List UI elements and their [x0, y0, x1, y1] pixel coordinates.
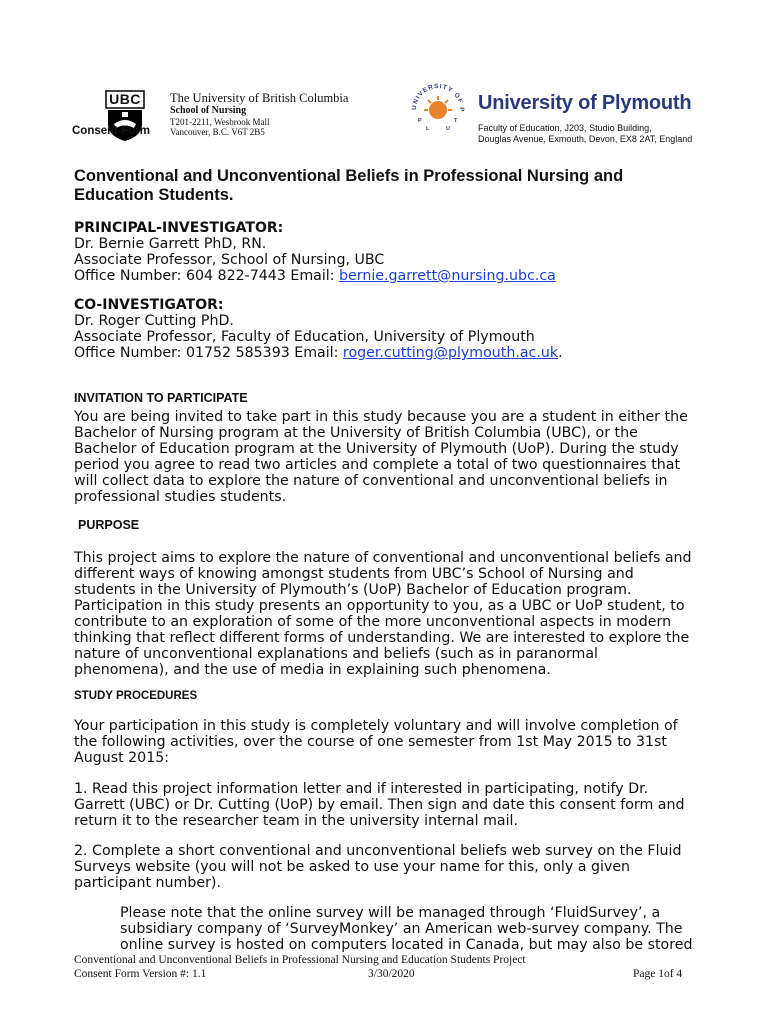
co-role: Associate Professor, Faculty of Education, University of Plymouth: [74, 329, 535, 345]
principal-heading: PRINCIPAL-INVESTIGATOR:: [74, 220, 284, 236]
principal-investigator: [74, 220, 556, 284]
ubc-address-2: Vancouver, B.C. V6T 2B5: [170, 127, 265, 137]
note-line: Please note that the online survey will be managed through ‘FluidSurvey’, a: [120, 905, 661, 921]
co-heading: CO-INVESTIGATOR:: [74, 297, 224, 313]
purpose-line: contribute to an exploration of some of the more unconventional aspects in modern: [74, 614, 672, 630]
ubc-name: The University of British Columbia: [170, 91, 349, 105]
invitation-line: professional studies students.: [74, 489, 287, 505]
ubc-school: School of Nursing: [170, 105, 247, 116]
principal-name: Dr. Bernie Garrett PhD, RN.: [74, 236, 267, 252]
procedures-intro-line: August 2015:: [74, 750, 170, 766]
step-2-line: 2. Complete a short conventional and unconventional beliefs web survey on the Fluid: [74, 843, 682, 859]
invitation-body: [74, 409, 688, 505]
purpose-line: students in the University of Plymouth’s (UoP) Bachelor of Education program.: [74, 582, 632, 598]
invitation-line: Bachelor of Education program at the University of Plymouth (UoP). During the study: [74, 441, 679, 457]
purpose-body: [74, 550, 692, 678]
co-email-link[interactable]: roger.cutting@plymouth.ac.uk: [342, 345, 559, 361]
invitation-line: will collect data to explore the nature of conventional and unconventional beliefs in: [74, 473, 668, 489]
invitation-heading: INVITATION TO PARTICIPATE: [74, 391, 248, 405]
plymouth-address-1: Faculty of Education, J203, Studio Building,: [478, 123, 652, 133]
purpose-line: This project aims to explore the nature of conventional and unconventional beliefs and: [74, 550, 692, 566]
invitation-line: You are being invited to take part in this study because you are a student in either the: [74, 409, 688, 425]
procedures-heading: STUDY PROCEDURES: [74, 690, 198, 702]
purpose-line: different ways of knowing amongst students from UBC’s School of Nursing and: [74, 566, 634, 582]
step-2-line: participant number).: [74, 875, 221, 891]
co-name: Dr. Roger Cutting PhD.: [74, 313, 234, 329]
footer-version: Consent Form Version #: 1.1: [74, 968, 207, 980]
ubc-logo-text: UBC: [109, 91, 141, 107]
document-title: [74, 167, 623, 205]
footer-project-line: Conventional and Unconventional Beliefs in Professional Nursing and Education Students Project: [74, 954, 526, 966]
invitation-line: period you agree to read two articles and complete a total of two questionnaires that: [74, 457, 681, 473]
purpose-line: nature of unconventional explanations and beliefs (such as in paranormal: [74, 646, 599, 662]
plymouth-seal-icon: [406, 76, 470, 140]
co-contact-prefix: Office Number: 01752 585393 Email:: [74, 345, 343, 361]
ubc-address-1: T201-2211, Wesbrook Mall: [170, 117, 270, 127]
svg-text:T: T: [454, 118, 458, 124]
purpose-heading: PURPOSE: [78, 518, 140, 532]
procedures-note: [120, 905, 692, 953]
purpose-line: phenomena), and the use of media in explaining such phenomena.: [74, 662, 551, 678]
procedures-intro: [74, 718, 678, 766]
principal-role: Associate Professor, School of Nursing, UBC: [74, 252, 385, 268]
svg-text:UNIVERSITY OF PLYMOUTH: UNIVERSITY OF P: [410, 82, 466, 113]
invitation-line: Bachelor of Nursing program at the University of British Columbia (UBC), or the: [74, 425, 638, 441]
title-line-1: Conventional and Unconventional Beliefs in Professional Nursing and: [74, 167, 624, 185]
procedures-intro-line: the following activities, over the course of one semester from 1st May 2015 to 31st: [74, 734, 667, 750]
purpose-line: Participation in this study presents an opportunity to you, as a UBC or UoP student, to: [74, 598, 685, 614]
purpose-line: thinking that reflect different forms of understanding. We are interested to explore the: [74, 630, 690, 646]
step-1-line: return it to the researcher team in the university internal mail.: [74, 813, 518, 829]
plymouth-seal: [406, 76, 470, 140]
principal-contact: [74, 268, 556, 284]
step-1-line: 1. Read this project information letter and if interested in participating, notify Dr.: [74, 781, 649, 797]
co-investigator: [74, 297, 563, 361]
svg-text:L: L: [426, 126, 430, 132]
step-2-line: Surveys website (you will not be asked to use your name for this, only a given: [74, 859, 631, 875]
procedures-step-2: [74, 843, 681, 891]
note-line: online survey is hosted on computers located in Canada, but may also be stored: [120, 937, 693, 953]
svg-text:U: U: [446, 126, 450, 132]
principal-email-link[interactable]: bernie.garrett@nursing.ubc.ca: [339, 268, 556, 284]
svg-text:P: P: [418, 118, 422, 124]
footer-date: 3/30/2020: [368, 968, 415, 980]
co-contact: [74, 345, 563, 361]
step-1-line: Garrett (UBC) or Dr. Cutting (UoP) by email. Then sign and date this consent form and: [74, 797, 685, 813]
consent-form-label: Consent Form: [72, 125, 150, 137]
co-contact-suffix: .: [558, 345, 563, 361]
footer-page-number: Page 1of 4: [633, 968, 683, 980]
plymouth-name: University of Plymouth: [478, 92, 692, 114]
procedures-intro-line: Your participation in this study is completely voluntary and will involve completion of: [74, 718, 678, 734]
principal-contact-prefix: Office Number: 604 822-7443 Email:: [74, 268, 340, 284]
plymouth-address-2: Douglas Avenue, Exmouth, Devon, EX8 2AT, England: [478, 134, 693, 144]
procedures-step-1: [74, 781, 685, 829]
note-line: subsidiary company of ‘SurveyMonkey’ an American web-survey company. The: [120, 921, 683, 937]
title-line-2: Education Students.: [74, 186, 234, 204]
